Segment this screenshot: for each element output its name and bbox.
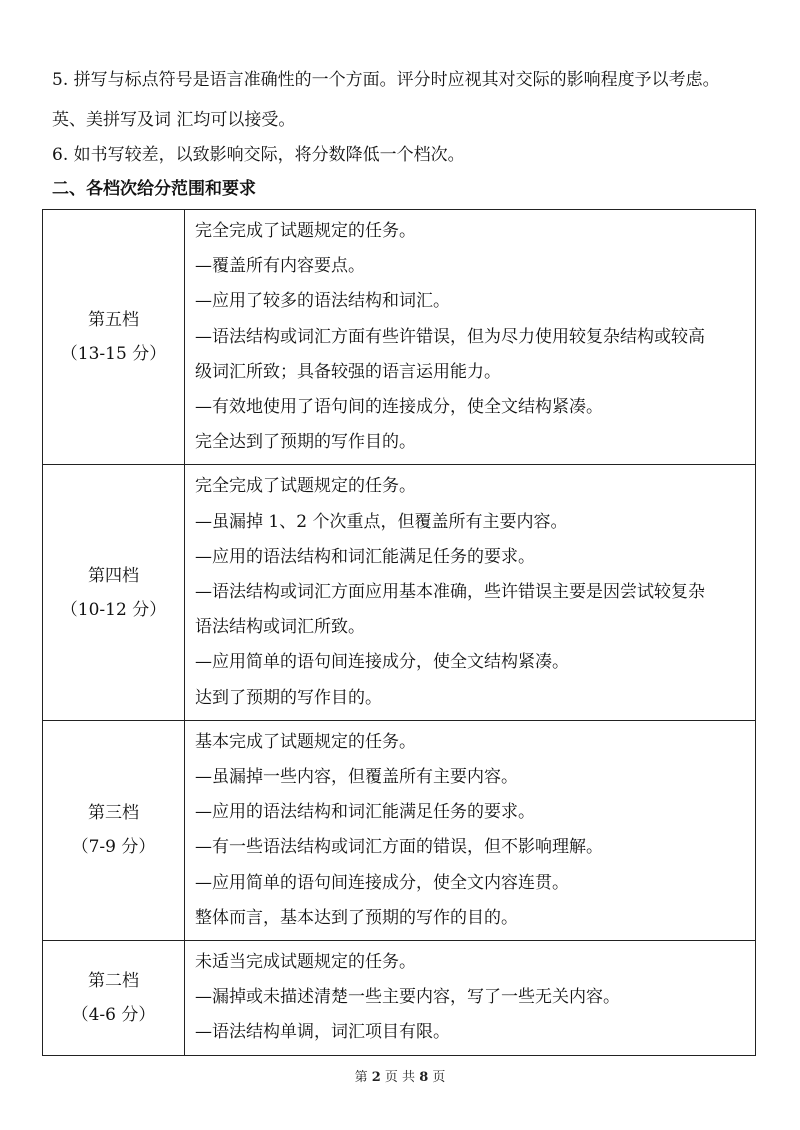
scoring-note-6: 6. 如书写较差，以致影响交际，将分数降低一个档次。 [52, 145, 465, 165]
total-page-count: 8 [419, 1070, 429, 1085]
current-page-number: 2 [371, 1070, 381, 1085]
level-score-range: （13-15 分） [60, 344, 167, 365]
criteria-line: —语法结构或词汇方面有些许错误，但为尽力使用较复杂结构或较高 [195, 326, 705, 347]
criteria-line: 未适当完成试题规定的任务。 [195, 952, 416, 973]
criteria-line: —覆盖所有内容要点。 [195, 256, 365, 277]
criteria-line: —应用简单的语句间连接成分，使全文结构紧凑。 [195, 652, 569, 673]
criteria-line: 完全达到了预期的写作目的。 [195, 432, 416, 453]
criteria-line: 整体而言，基本达到了预期的写作的目的。 [195, 907, 518, 928]
criteria-line: —语法结构或词汇方面应用基本准确，些许错误主要是因尝试较复杂 [195, 582, 705, 603]
level-row-2 [43, 941, 756, 1056]
criteria-line: —有一些语法结构或词汇方面的错误，但不影响理解。 [195, 837, 603, 858]
criteria-line: —应用了较多的语法结构和词汇。 [195, 291, 450, 312]
footer-suffix: 页 [432, 1070, 446, 1085]
criteria-line: —语法结构单调，词汇项目有限。 [195, 1022, 450, 1043]
section-heading: 二、各档次给分范围和要求 [52, 179, 256, 199]
level-label-cell [43, 210, 185, 465]
scoring-rubric-table [42, 209, 756, 1056]
scoring-note-5: 5. 拼写与标点符号是语言准确性的一个方面。评分时应视其对交际的影响程度予以考虑。 [52, 70, 720, 90]
criteria-line: —应用简单的语句间连接成分，使全文内容连贯。 [195, 872, 569, 893]
level-description-cell [185, 210, 756, 465]
level-name: 第四档 [88, 565, 139, 586]
level-description-cell [185, 941, 756, 1056]
scoring-note-5-continued: 英、美拼写及词 汇均可以接受。 [52, 110, 296, 130]
criteria-line: 完全完成了试题规定的任务。 [195, 476, 416, 497]
level-score-range: （4-6 分） [71, 1004, 156, 1025]
level-name: 第三档 [88, 803, 139, 824]
level-name: 第五档 [88, 310, 139, 331]
criteria-line: 达到了预期的写作目的。 [195, 687, 382, 708]
criteria-line: 语法结构或词汇所致。 [195, 617, 365, 638]
level-name: 第二档 [88, 970, 139, 991]
level-label-cell [43, 720, 185, 940]
page-footer [0, 1069, 800, 1087]
level-row-5 [43, 210, 756, 465]
criteria-line: —应用的语法结构和词汇能满足任务的要求。 [195, 546, 535, 567]
criteria-line: —虽漏掉一些内容，但覆盖所有主要内容。 [195, 767, 518, 788]
level-description-cell [185, 720, 756, 940]
criteria-line: —有效地使用了语句间的连接成分，使全文结构紧凑。 [195, 397, 603, 418]
footer-middle: 页 共 [384, 1070, 416, 1085]
footer-prefix: 第 [354, 1070, 368, 1085]
criteria-line: 级词汇所致；具备较强的语言运用能力。 [195, 361, 501, 382]
level-label-cell [43, 941, 185, 1056]
criteria-line: —应用的语法结构和词汇能满足任务的要求。 [195, 802, 535, 823]
level-row-4 [43, 465, 756, 720]
level-row-3 [43, 720, 756, 940]
level-description-cell [185, 465, 756, 720]
criteria-line: 完全完成了试题规定的任务。 [195, 221, 416, 241]
level-score-range: （7-9 分） [71, 837, 156, 858]
level-label-cell [43, 465, 185, 720]
level-score-range: （10-12 分） [60, 599, 167, 620]
criteria-line: —漏掉或未描述清楚一些主要内容，写了一些无关内容。 [195, 987, 620, 1008]
criteria-line: —虽漏掉 1、2 个次重点，但覆盖所有主要内容。 [195, 511, 568, 532]
criteria-line: 基本完成了试题规定的任务。 [195, 731, 416, 752]
